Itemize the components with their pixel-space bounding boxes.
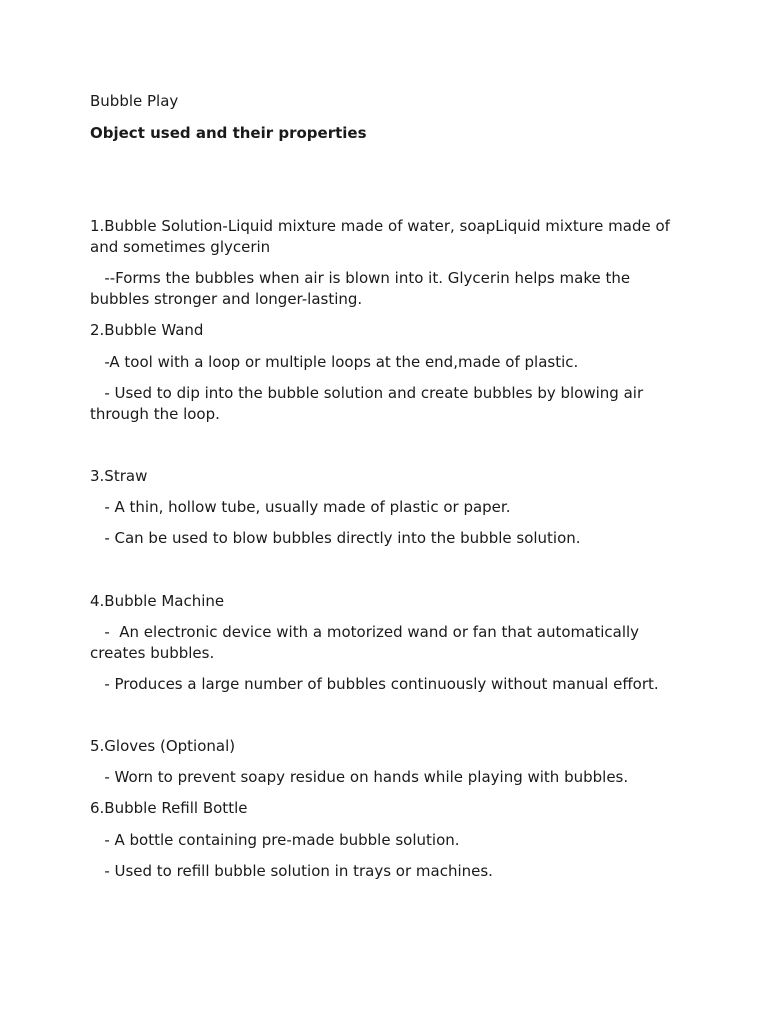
item-detail: - A thin, hollow tube, usually made of plastic or paper. xyxy=(90,498,511,516)
item-heading-bubble-wand: 2.Bubble Wand xyxy=(90,321,204,339)
item-heading-bubble-refill-bottle: 6.Bubble Refill Bottle xyxy=(90,799,248,817)
item-heading-straw: 3.Straw xyxy=(90,467,148,485)
item-detail: --Forms the bubbles when air is blown into it. Glycerin helps make the bubbles stronger and longer-lasting. xyxy=(90,269,635,308)
document-subtitle: Object used and their properties xyxy=(90,124,367,142)
document-title: Bubble Play xyxy=(90,92,179,110)
item-detail: - Can be used to blow bubbles directly into the bubble solution. xyxy=(90,529,581,547)
item-detail: -A tool with a loop or multiple loops at the end,made of plastic. xyxy=(90,353,579,371)
item-detail: - A bottle containing pre-made bubble solution. xyxy=(90,831,460,849)
item-detail: - Used to refill bubble solution in trays or machines. xyxy=(90,862,493,880)
item-detail: - Worn to prevent soapy residue on hands while playing with bubbles. xyxy=(90,768,629,786)
item-heading-gloves: 5.Gloves (Optional) xyxy=(90,737,236,755)
item-heading-bubble-solution: 1.Bubble Solution-Liquid mixture made of water, soapLiquid mixture made of and sometimes glycerin xyxy=(90,217,675,256)
item-detail: - Produces a large number of bubbles continuously without manual effort. xyxy=(90,675,659,693)
item-detail: - An electronic device with a motorized wand or fan that automatically creates bubbles. xyxy=(90,623,644,662)
item-detail: - Used to dip into the bubble solution and create bubbles by blowing air through the loop. xyxy=(90,384,648,423)
item-heading-bubble-machine: 4.Bubble Machine xyxy=(90,592,225,610)
